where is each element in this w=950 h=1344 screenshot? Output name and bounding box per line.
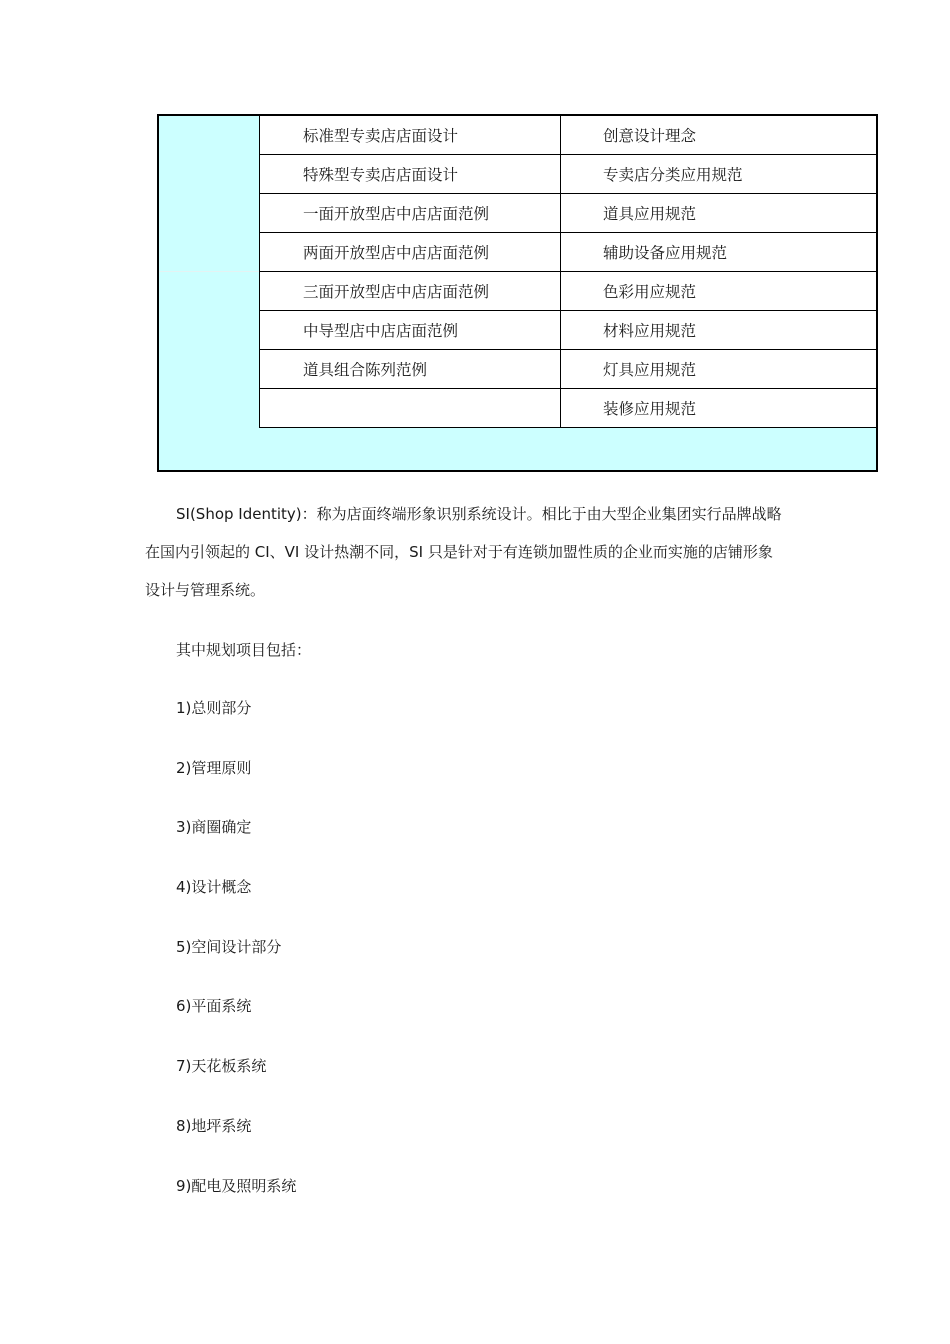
si-description-line-1: SI(Shop Identity)：称为店面终端形象识别系统设计。相比于由大型企业集团实行品牌战略 bbox=[176, 505, 782, 523]
list-item: 5)空间设计部分 bbox=[176, 937, 282, 956]
spec-table bbox=[157, 114, 878, 472]
table-cell-spec: 专卖店分类应用规范 bbox=[603, 166, 743, 184]
table-cell-spec: 装修应用规范 bbox=[603, 400, 697, 418]
table-left-column bbox=[159, 116, 260, 428]
list-item: 8)地坪系统 bbox=[176, 1116, 252, 1135]
left-column-divider bbox=[159, 271, 259, 272]
list-item: 9)配电及照明系统 bbox=[176, 1176, 297, 1195]
table-cell-design: 标准型专卖店店面设计 bbox=[260, 116, 561, 154]
items-intro: 其中规划项目包括： bbox=[176, 641, 312, 659]
table-cell-design: 三面开放型店中店店面范例 bbox=[260, 272, 561, 310]
list-item: 6)平面系统 bbox=[176, 997, 252, 1016]
table-cell-design: 一面开放型店中店店面范例 bbox=[260, 194, 561, 232]
table-row bbox=[260, 311, 876, 350]
si-description-line-2: 在国内引领起的 CI、VI 设计热潮不同，SI 只是针对于有连锁加盟性质的企业而实施的店铺形象 bbox=[145, 543, 773, 561]
table-row bbox=[260, 389, 876, 428]
table-cell-spec: 色彩用应规范 bbox=[603, 283, 697, 301]
table-row bbox=[260, 194, 876, 233]
si-description-line-3: 设计与管理系统。 bbox=[145, 581, 266, 599]
table-row bbox=[260, 233, 876, 272]
table-cell-spec: 材料应用规范 bbox=[603, 322, 697, 340]
table-cell-design: 道具组合陈列范例 bbox=[260, 350, 561, 388]
table-rows bbox=[260, 116, 876, 428]
table-bottom-band bbox=[159, 428, 876, 470]
table-row bbox=[260, 272, 876, 311]
list-item: 1)总则部分 bbox=[176, 699, 252, 717]
si-description bbox=[145, 495, 815, 609]
table-cell-spec: 灯具应用规范 bbox=[603, 361, 697, 379]
list-item: 2)管理原则 bbox=[176, 758, 252, 777]
planning-items-list bbox=[176, 690, 296, 1227]
table-cell-spec: 辅助设备应用规范 bbox=[603, 244, 728, 262]
table-cell-design: 两面开放型店中店店面范例 bbox=[260, 233, 561, 271]
list-item: 4)设计概念 bbox=[176, 878, 252, 897]
table-row bbox=[260, 116, 876, 155]
table-row bbox=[260, 350, 876, 389]
list-item: 3)商圈确定 bbox=[176, 818, 252, 837]
table-cell-design: 中导型店中店店面范例 bbox=[260, 311, 561, 349]
table-row bbox=[260, 155, 876, 194]
table-cell-design bbox=[260, 389, 561, 427]
table-cell-design: 特殊型专卖店店面设计 bbox=[260, 155, 561, 193]
list-item: 7)天花板系统 bbox=[176, 1057, 267, 1076]
table-cell-spec: 道具应用规范 bbox=[603, 205, 697, 223]
table-cell-spec: 创意设计理念 bbox=[603, 127, 697, 145]
